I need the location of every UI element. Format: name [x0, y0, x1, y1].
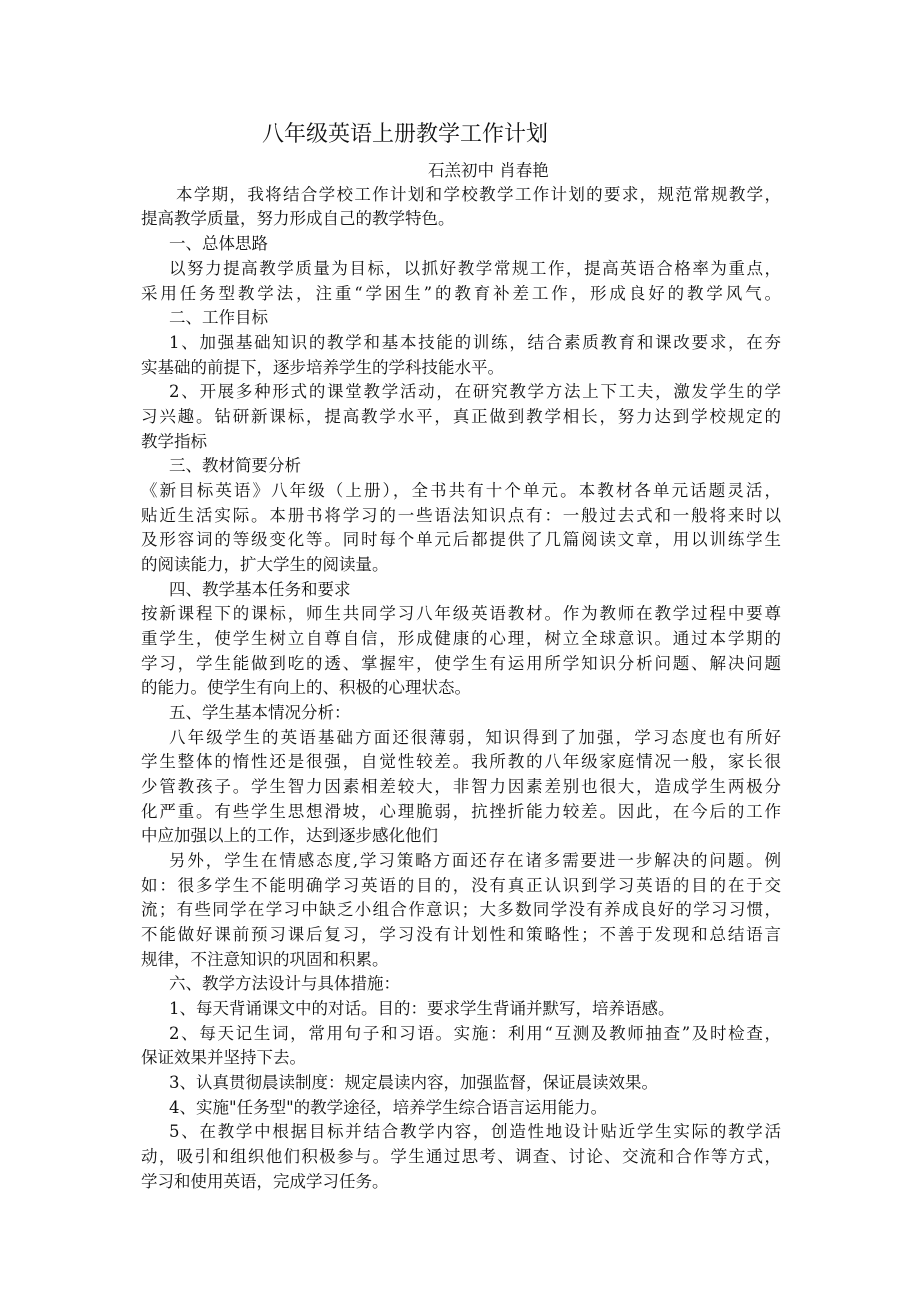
- document-title: 八年级英语上册教学工作计划: [262, 122, 549, 147]
- paragraph-line: 学生整体的惰性还是很强，自觉性较差。我所教的八年级家庭情况一般，家长很: [141, 752, 781, 771]
- paragraph-line: 动，吸引和组织他们积极参与。学生通过思考、调查、讨论、交流和合作等方式，: [141, 1147, 781, 1166]
- paragraph-line: 1、加强基础知识的教学和基本技能的训练，结合素质教育和课改要求，在夯: [169, 333, 781, 352]
- paragraph-line: 以努力提高教学质量为目标，以抓好教学常规工作，提高英语合格率为重点，: [169, 259, 781, 278]
- paragraph-line: 中应加强以上的工作，达到逐步感化他们: [141, 826, 438, 845]
- paragraph-line: 及形容词的等级变化等。同时每个单元后都提供了几篇阅读文章，用以训练学生: [141, 530, 781, 549]
- paragraph-line: 不能做好课前预习课后复习，学习没有计划性和策略性；不善于发现和总结语言: [141, 925, 781, 944]
- section-heading: 六、教学方法设计与具体措施：: [169, 974, 400, 993]
- paragraph-line: 学习和使用英语，完成学习任务。: [141, 1172, 389, 1191]
- paragraph-line: 《新目标英语》八年级（上册），全书共有十个单元。本教材各单元话题灵活，: [141, 481, 781, 500]
- paragraph-line: 教学指标: [141, 432, 207, 451]
- section-heading: 一、总体思路: [169, 234, 268, 253]
- list-item: 5、在教学中根据目标并结合教学内容，创造性地设计贴近学生实际的教学活: [169, 1122, 781, 1141]
- document-author: 石羔初中 肖春艳: [428, 161, 549, 180]
- list-item: 1、每天背诵课文中的对话。目的：要求学生背诵并默写，培养语感。: [169, 999, 675, 1018]
- paragraph-line: 化严重。有些学生思想滑坡，心理脆弱，抗挫折能力较差。因此，在今后的工作: [141, 802, 781, 821]
- paragraph-line: 本学期，我将结合学校工作计划和学校教学工作计划的要求，规范常规教学，: [176, 185, 781, 204]
- section-heading: 三、教材简要分析: [169, 456, 301, 475]
- paragraph-line: 如：很多学生不能明确学习英语的目的，没有真正认识到学习英语的目的在于交: [141, 876, 781, 895]
- list-item: 2、每天记生词，常用句子和习语。实施：利用“互测及教师抽查”及时检查，: [169, 1024, 781, 1043]
- paragraph-line: 规律，不注意知识的巩固和积累。: [141, 950, 389, 969]
- paragraph-line: 学习，学生能做到吃的透、掌握牢，使学生有运用所学知识分析问题、解决问题: [141, 654, 781, 673]
- section-heading: 四、教学基本任务和要求: [169, 580, 351, 599]
- section-heading: 五、学生基本情况分析：: [169, 703, 351, 722]
- paragraph-line: 2、开展多种形式的课堂教学活动，在研究教学方法上下工夫，激发学生的学: [169, 382, 781, 401]
- paragraph-line: 的阅读能力，扩大学生的阅读量。: [141, 555, 389, 574]
- paragraph-line: 实基础的前提下，逐步培养学生的学科技能水平。: [141, 358, 504, 377]
- paragraph-line: 流；有些同学在学习中缺乏小组合作意识；大多数同学没有养成良好的学习习惯，: [141, 900, 781, 919]
- list-item: 4、实施"任务型"的教学途径，培养学生综合语言运用能力。: [169, 1098, 608, 1117]
- paragraph-line: 少管教孩子。学生智力因素相差较大，非智力因素差别也很大，造成学生两极分: [141, 777, 781, 796]
- paragraph-line: 采用任务型教学法，注重“学困生”的教育补差工作，形成良好的教学风气。: [141, 284, 781, 303]
- paragraph-line: 的能力。使学生有向上的、积极的心理状态。: [141, 678, 471, 697]
- list-item: 3、认真贯彻晨读制度：规定晨读内容，加强监督，保证晨读效果。: [169, 1073, 658, 1092]
- section-heading: 二、工作目标: [169, 308, 268, 327]
- paragraph-line: 另外，学生在情感态度,学习策略方面还存在诸多需要进一步解决的问题。例: [169, 851, 781, 870]
- paragraph-line: 八年级学生的英语基础方面还很薄弱，知识得到了加强，学习态度也有所好: [169, 728, 781, 747]
- paragraph-line: 按新课程下的课标，师生共同学习八年级英语教材。作为教师在教学过程中要尊: [141, 604, 781, 623]
- paragraph-line: 保证效果并坚持下去。: [141, 1048, 306, 1067]
- paragraph-line: 贴近生活实际。本册书将学习的一些语法知识点有：一般过去式和一般将来时以: [141, 506, 781, 525]
- paragraph-line: 习兴趣。钻研新课标，提高教学水平，真正做到教学相长，努力达到学校规定的: [141, 407, 781, 426]
- paragraph-line: 提高教学质量，努力形成自己的教学特色。: [141, 209, 455, 228]
- paragraph-line: 重学生，使学生树立自尊自信，形成健康的心理，树立全球意识。通过本学期的: [141, 629, 781, 648]
